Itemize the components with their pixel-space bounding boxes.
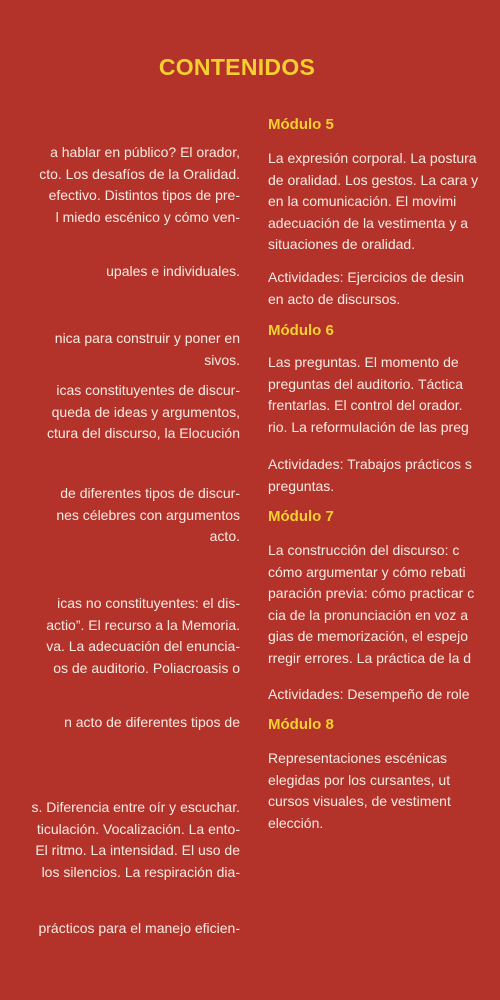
text-line: en la comunicación. El movimi — [268, 193, 457, 209]
module-8-heading: Módulo 8 — [268, 716, 334, 733]
text-line: cursos visuales, de vestiment — [268, 793, 451, 809]
text-line: Actividades: Ejercicios de desin — [268, 269, 465, 285]
text-line: Actividades: Desempeño de role — [268, 686, 470, 702]
text-line: de oralidad. Los gestos. La cara y — [268, 171, 479, 188]
text-line: actio”. El recurso a la Memoria. — [46, 616, 240, 633]
module-7-description — [268, 540, 474, 669]
text-line: upales e individuales. — [106, 263, 240, 279]
text-line: s. Diferencia entre oír y escuchar. — [31, 799, 240, 815]
text-line: ticulación. Vocalización. La ento- — [36, 820, 240, 837]
left-paragraph-7 — [64, 712, 240, 734]
text-line: La construcción del discurso: c — [268, 542, 460, 558]
text-line: preguntas del auditorio. Táctica — [268, 375, 464, 392]
module-5-heading: Módulo 5 — [268, 116, 334, 133]
text-line: nes célebres con argumentos — [56, 506, 240, 523]
text-line: n acto de diferentes tipos de — [64, 714, 240, 730]
text-line: os de auditorio. Poliacroasis o — [53, 659, 240, 676]
module-8-description — [268, 748, 451, 834]
module-5-activities — [268, 267, 464, 310]
text-line: paración previa: cómo practicar c — [268, 585, 475, 601]
text-line: sivos. — [204, 351, 240, 368]
text-line: El ritmo. La intensidad. El uso de — [35, 842, 240, 858]
text-line: icas no constituyentes: el dis- — [57, 595, 240, 611]
text-line: prácticos para el manejo eficien- — [38, 920, 240, 936]
module-6-activities — [268, 454, 472, 497]
text-line: efectivo. Distintos tipos de pre- — [48, 187, 240, 203]
text-line: Representaciones escénicas — [268, 750, 447, 766]
text-line: elección. — [268, 814, 324, 831]
left-paragraph-8 — [31, 797, 240, 883]
text-line: cia de la pronunciación en voz a — [268, 606, 469, 623]
text-line: ctura del discurso, la Elocución — [47, 425, 240, 441]
left-paragraph-9 — [38, 918, 240, 940]
module-7-heading: Módulo 7 — [268, 508, 334, 525]
text-line: cómo argumentar y cómo rebati — [268, 563, 466, 580]
right-column — [268, 0, 500, 1000]
module-7-activities — [268, 684, 470, 706]
left-paragraph-4 — [47, 380, 240, 445]
text-line: de diferentes tipos de discur- — [60, 485, 240, 501]
text-line: nica para construir y poner en — [54, 330, 240, 346]
page-title: CONTENIDOS — [158, 54, 316, 80]
text-line: queda de ideas y argumentos, — [51, 403, 240, 420]
text-line: en acto de discursos. — [268, 290, 401, 307]
text-line: rio. La reformulación de las preg — [268, 418, 469, 435]
text-line: acto. — [209, 528, 240, 544]
left-paragraph-5 — [56, 483, 240, 548]
text-line: Las preguntas. El momento de — [268, 354, 459, 370]
text-line: icas constituyentes de discur- — [56, 382, 240, 398]
left-paragraph-1 — [39, 142, 240, 228]
text-line: elegidas por los cursantes, ut — [268, 771, 451, 788]
left-paragraph-2 — [106, 261, 240, 283]
text-line: gias de memorización, el espejo — [268, 628, 468, 644]
text-line: situaciones de oralidad. — [268, 236, 416, 252]
left-paragraph-6 — [46, 593, 240, 679]
text-line: adecuación de la vestimenta y a — [268, 214, 469, 231]
text-line: Actividades: Trabajos prácticos s — [268, 456, 472, 472]
text-line: preguntas. — [268, 477, 335, 494]
left-column — [0, 0, 240, 1000]
text-line: a hablar en público? El orador, — [50, 144, 240, 160]
text-line: rregir errores. La práctica de la d — [268, 649, 472, 666]
text-line: l miedo escénico y cómo ven- — [55, 208, 240, 225]
text-line: va. La adecuación del enuncia- — [46, 638, 240, 654]
module-6-description — [268, 352, 469, 438]
text-line: cto. Los desafíos de la Oralidad. — [39, 165, 240, 182]
text-line: La expresión corporal. La postura — [268, 150, 477, 166]
module-5-description — [268, 148, 478, 256]
module-6-heading: Módulo 6 — [268, 322, 334, 339]
text-line: frentarlas. El control del orador. — [268, 397, 463, 413]
text-line: los silencios. La respiración dia- — [41, 863, 240, 880]
left-paragraph-3 — [55, 328, 240, 371]
